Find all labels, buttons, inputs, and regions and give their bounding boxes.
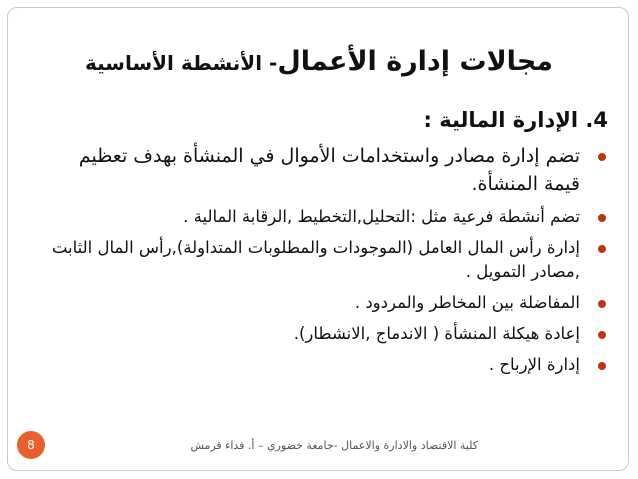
page-number-badge: 8 bbox=[17, 431, 45, 459]
section-heading: 4. الإدارة المالية : bbox=[423, 108, 608, 132]
bullet-text: إدارة الإرباح . bbox=[488, 355, 580, 374]
title-main: مجالات إدارة الأعمال bbox=[277, 46, 553, 77]
slide-footer: كلية الاقتصاد والادارة والاعمال -جامعة خضوري – أ. فداء قرمش bbox=[190, 439, 478, 452]
bullet-dot-icon bbox=[598, 331, 606, 339]
bullet-dot-icon bbox=[598, 214, 606, 222]
bullet-text: تضم أنشطة فرعية مثل :التحليل,التخطيط ,الرقابة المالية . bbox=[183, 207, 580, 226]
bullet-text: المفاضلة بين المخاطر والمردود . bbox=[354, 293, 580, 312]
bullet-text: إعادة هيكلة المنشأة ( الاندماج ,الانشطار). bbox=[293, 324, 580, 343]
bullet-dot-icon bbox=[598, 362, 606, 370]
bullet-item bbox=[40, 142, 610, 198]
bullet-item bbox=[40, 322, 610, 346]
bullet-dot-icon bbox=[598, 245, 606, 253]
bullet-item bbox=[40, 236, 610, 284]
bullet-text: تضم إدارة مصادر واستخدامات الأموال في المنشأة بهدف تعظيم قيمة المنشأة. bbox=[78, 145, 580, 195]
bullet-item bbox=[40, 353, 610, 377]
bullet-dot-icon bbox=[598, 300, 606, 308]
bullet-item bbox=[40, 291, 610, 315]
title-sub: - الأنشطة الأساسية bbox=[84, 51, 278, 75]
bullet-list bbox=[40, 142, 610, 384]
slide-title bbox=[40, 46, 598, 77]
bullet-item bbox=[40, 205, 610, 229]
bullet-text: إدارة رأس المال العامل (الموجودات والمطلوبات المتداولة),رأس المال الثابت ,مصادر التمويل . bbox=[51, 238, 580, 281]
bullet-dot-icon bbox=[598, 153, 606, 161]
